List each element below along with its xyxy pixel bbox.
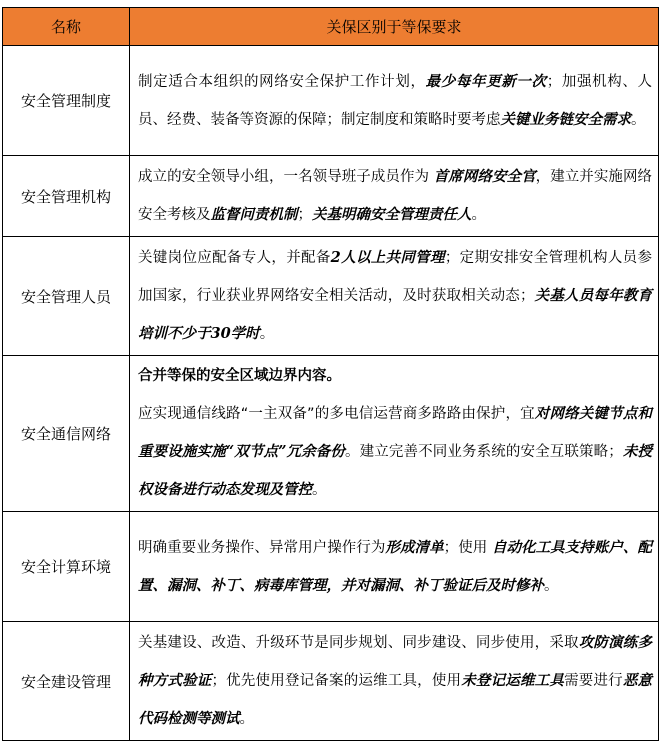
emphasis-text: 自动化工具支持账户、配置、漏洞、补丁、病毒库管理，并对漏洞、补丁验证后及时修补 bbox=[138, 538, 653, 594]
plain-text: 。 bbox=[312, 482, 327, 498]
description-text bbox=[138, 158, 652, 234]
plain-text: 关键岗位应配备专人，并配备 bbox=[138, 250, 331, 266]
emphasis-text: 对网络关键节点和重要设施实施“双节点”冗余备份 bbox=[138, 405, 652, 460]
row-description bbox=[130, 512, 659, 622]
plain-text: 制定适合本组织的网络安全保护工作计划， bbox=[138, 73, 426, 90]
emphasis-text: 监督问责机制 bbox=[210, 206, 298, 223]
table-row bbox=[3, 156, 659, 237]
table-row bbox=[3, 46, 659, 156]
row-name: 安全管理制度 bbox=[3, 46, 130, 156]
emphasis-text: 2人以上共同管理 bbox=[330, 249, 445, 266]
emphasis-text: 首席网络安全官 bbox=[433, 168, 536, 185]
table-row bbox=[3, 622, 659, 741]
row-description bbox=[130, 356, 659, 512]
description-text bbox=[138, 395, 652, 509]
description-text bbox=[138, 624, 652, 738]
plain-text: ；优先使用登记备案的运维工具，使用 bbox=[211, 673, 462, 689]
table-row bbox=[3, 512, 659, 622]
row-name: 安全计算环境 bbox=[3, 512, 130, 622]
description-text bbox=[138, 529, 652, 605]
emphasis-text: 关键业务链安全需求 bbox=[500, 110, 631, 128]
plain-text: 需要进行 bbox=[564, 673, 623, 689]
row-description bbox=[130, 156, 659, 237]
table-row bbox=[3, 237, 659, 356]
table-row bbox=[3, 356, 659, 512]
plain-text: 成立的安全领导小组，一名领导班子成员作为 bbox=[138, 169, 434, 185]
description-text bbox=[138, 239, 652, 353]
plain-text: ； bbox=[297, 207, 312, 223]
emphasis-text: 最少每年更新一次 bbox=[425, 72, 547, 90]
emphasis-text: 关基明确安全管理责任人 bbox=[312, 206, 472, 223]
row-name: 安全通信网络 bbox=[3, 356, 130, 512]
plain-text: 。 bbox=[259, 326, 275, 342]
emphasis-text: 形成清单 bbox=[385, 538, 444, 556]
row-name: 安全建设管理 bbox=[3, 622, 130, 741]
emphasis-text: 攻防演练多种方式验证 bbox=[138, 634, 652, 689]
emphasis-text: 恶意代码检测等测试 bbox=[138, 672, 653, 727]
requirements-table bbox=[2, 7, 659, 741]
description-text bbox=[138, 63, 652, 139]
row-name: 安全管理机构 bbox=[3, 156, 130, 237]
plain-text: 。 bbox=[544, 577, 559, 594]
row-description bbox=[130, 237, 659, 356]
plain-text: ；定期安排安全管理机构人员参加国家，行业获业界网络安全相关活动，及时获取相关动态； bbox=[138, 250, 652, 304]
emphasis-text: 未授权设备进行动态发现及管控 bbox=[138, 443, 652, 498]
row-description bbox=[130, 622, 659, 741]
plain-text: 关基建设、改造、升级环节是同步规划、同步建设、同步使用，采取 bbox=[138, 635, 579, 651]
plain-text: ，建立并实施网络安全考核及 bbox=[138, 169, 653, 223]
plain-text: ；使用 bbox=[443, 539, 492, 556]
row-description bbox=[130, 46, 659, 156]
header-name: 名称 bbox=[3, 8, 130, 46]
plain-text: 。 bbox=[239, 711, 254, 727]
table-header-row bbox=[3, 8, 659, 46]
plain-text: 。 bbox=[471, 207, 486, 223]
emphasis-text: 未登记运维工具 bbox=[461, 672, 565, 689]
plain-text: 明确重要业务操作、异常用户操作行为 bbox=[138, 539, 386, 556]
row-name: 安全管理人员 bbox=[3, 237, 130, 356]
plain-text: 应实现通信线路“一主双备”的多电信运营商多路路由保护，宜 bbox=[138, 406, 535, 422]
row-heading: 合并等保的安全区域边界内容。 bbox=[138, 368, 341, 384]
emphasis-text: 关基人员每年教育培训不少于30学时 bbox=[138, 287, 652, 342]
plain-text: 。 bbox=[631, 111, 646, 128]
plain-text: 。建立完善不同业务系统的安全互联策略； bbox=[345, 444, 623, 460]
plain-text: ；加强机构、人员、经费、装备等资源的保障；制定制度和策略时要考虑 bbox=[138, 73, 653, 128]
header-requirements: 关保区别于等保要求 bbox=[130, 8, 659, 46]
